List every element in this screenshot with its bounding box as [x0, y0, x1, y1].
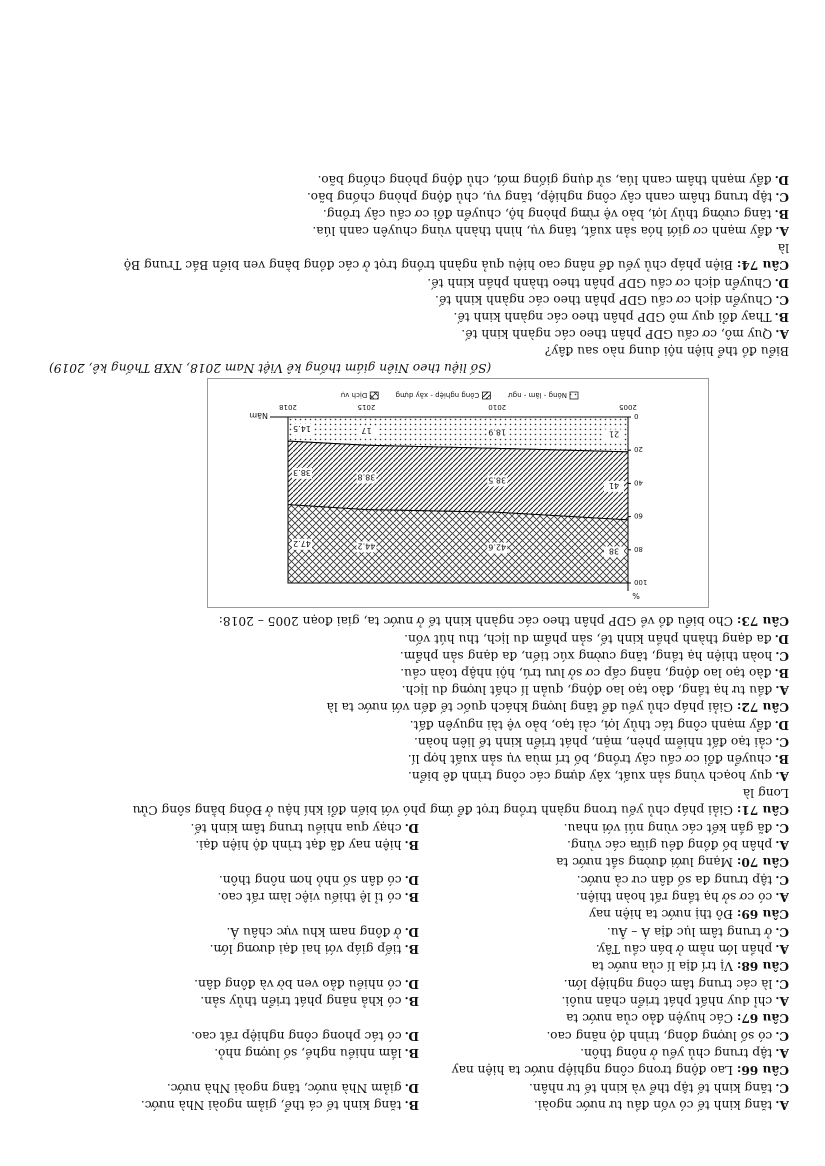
option-text: chỉ duy nhất phát triển chăn nuôi.: [561, 994, 773, 1008]
question-number: Câu 71:: [736, 803, 789, 817]
x-tick-label: 2018: [279, 403, 297, 411]
answer-option[interactable]: [29, 1027, 419, 1044]
option-text: có tác phong công nghiệp rất cao.: [191, 1029, 402, 1043]
option-text: đã gắn kết các vùng núi với nhau.: [563, 821, 773, 835]
option-letter: A.: [775, 994, 789, 1008]
answer-option[interactable]: [29, 819, 419, 836]
option-text: hoàn thiện hạ tầng, tăng cường xúc tiến, đa dạng sản phẩm.: [399, 649, 773, 663]
question: [29, 1027, 789, 1078]
question-stem: [29, 1061, 789, 1078]
option-letter: C.: [775, 735, 789, 749]
question-stem: [29, 853, 789, 870]
option-text: ở đông nam khu vực châu Á.: [226, 925, 402, 939]
answer-options: [29, 630, 789, 698]
option-letter: A.: [775, 1046, 789, 1060]
question-text: Cho biểu đồ về GDP phân theo các ngành kinh tế ở nước ta, giai đoạn 2005 – 2018:: [218, 614, 733, 628]
option-text: Quy mô, cơ cấu GDP phân theo các ngành kinh tế.: [461, 327, 773, 341]
answer-option[interactable]: [29, 733, 789, 750]
option-text: ở trung tâm lục địa Á – Âu.: [606, 925, 773, 939]
option-text: Chuyển dịch cơ cấu GDP phân theo các ngành kinh tế.: [435, 293, 773, 307]
answer-option[interactable]: [419, 1027, 789, 1044]
option-text: tăng kinh tế cá thể, giảm ngoài Nhà nước.: [140, 1098, 402, 1112]
question: [29, 819, 789, 870]
option-text: cải tạo đất nhiễm phèn, mặn, phát triển kinh tế liên hoàn.: [414, 735, 773, 749]
answer-option[interactable]: [29, 630, 789, 647]
option-text: lắm nhiều nghề, số lượng nhỏ.: [214, 1046, 402, 1060]
chart-svg: [208, 379, 708, 607]
option-letter: C.: [775, 977, 789, 991]
question-stem: [29, 957, 789, 974]
chart-question: Biểu đồ thể hiện nội dung nào sau đây?: [544, 344, 789, 358]
option-text: Chuyển dịch cơ cấu GDP phân theo thành phần kinh tế.: [427, 276, 772, 290]
option-letter: A.: [775, 1098, 789, 1112]
option-letter: A.: [775, 769, 789, 783]
question-number: Câu 67:: [736, 1011, 789, 1025]
option-text: đẩy mạnh công tác thủy lợi, cải tạo, bảo vệ tài nguyên đất.: [409, 718, 772, 732]
option-letter: D.: [774, 173, 789, 187]
answer-option[interactable]: [29, 992, 419, 1009]
option-letter: B.: [774, 752, 789, 766]
data-label: 38.8: [357, 472, 376, 482]
y-tick-label: 100: [634, 578, 648, 586]
option-letter: C.: [775, 873, 789, 887]
legend-swatch: [370, 392, 378, 399]
question-stem: [29, 905, 789, 922]
option-text: tăng kinh tế tập thể và kinh tế tư nhân.: [529, 1081, 773, 1095]
option-text: có số lượng đông, trình độ năng cao.: [546, 1029, 773, 1043]
option-text: phân bố đồng đều giữa các vùng.: [566, 838, 773, 852]
question-number: Câu 68:: [736, 959, 789, 973]
answer-options: [29, 1079, 789, 1113]
option-text: hiện nay đã đạt trình độ hiện đại.: [195, 838, 402, 852]
question-text-continued: Long là: [742, 786, 789, 800]
option-letter: B.: [774, 207, 789, 221]
option-letter: C.: [775, 649, 789, 663]
answer-option[interactable]: [29, 750, 789, 767]
answer-options: [29, 975, 789, 1009]
answer-option[interactable]: [29, 836, 419, 853]
question-text: Mạng lưới đường sắt nước ta: [556, 855, 733, 869]
question-number: Câu 72:: [736, 700, 789, 714]
answer-option[interactable]: [29, 1079, 419, 1096]
option-text: đa dạng thành phần kinh tế, sản phẩm du lịch, thu hút vốn.: [404, 632, 772, 646]
question-stem: [29, 698, 789, 715]
question-number: Câu 73:: [736, 614, 789, 628]
y-axis-label: %: [632, 591, 640, 600]
question-text: Biện pháp chủ yếu để nâng cao hiệu quả ngành trồng trọt ở các đồng bằng ven biển Bắc Trung Bộ: [123, 258, 733, 272]
option-text: đẩy mạnh thâm canh lúa, sử dụng giống mới, chủ động phòng chống bão.: [317, 173, 772, 187]
y-tick-label: 40: [634, 478, 643, 487]
gdp-structure-chart: [207, 378, 709, 608]
question-stem: [29, 801, 789, 818]
answer-option[interactable]: [29, 940, 419, 957]
answer-option[interactable]: [419, 992, 789, 1009]
option-letter: D.: [774, 718, 789, 732]
answer-options: [29, 171, 789, 239]
option-text: đầu tư hạ tầng, đào tạo lao động, quản lí chất lượng du lịch.: [401, 683, 773, 697]
option-letter: C.: [775, 1081, 789, 1095]
data-label: 14.5: [293, 424, 311, 434]
answer-option[interactable]: [419, 1044, 789, 1061]
question-number: Câu 66:: [736, 1063, 789, 1077]
data-label: 47.2: [293, 538, 311, 548]
question: [29, 171, 789, 273]
question-list: [29, 171, 789, 1114]
option-text: có nhiều đảo ven bờ và đông dân.: [194, 977, 402, 991]
question: [29, 871, 789, 922]
question-number: Câu 70:: [736, 855, 789, 869]
option-letter: B.: [404, 1046, 419, 1060]
option-text: giảm Nhà nước, tăng ngoài Nhà nước.: [166, 1081, 402, 1095]
legend-swatch: [482, 392, 490, 399]
option-letter: C.: [775, 293, 789, 307]
answer-option[interactable]: [419, 819, 789, 836]
question: [29, 923, 789, 974]
question: [29, 716, 789, 818]
option-letter: B.: [774, 310, 789, 324]
question: [29, 630, 789, 715]
question-text: Đô thị nước ta hiện nay: [588, 907, 733, 921]
answer-option[interactable]: [29, 888, 419, 905]
option-letter: D.: [404, 873, 419, 887]
option-letter: B.: [404, 994, 419, 1008]
question-number: Câu 69:: [736, 907, 789, 921]
option-letter: B.: [404, 838, 419, 852]
question-text: Vị trí địa lí của nước ta: [591, 959, 733, 973]
option-text: tăng kinh tế có vốn đầu tư nước ngoài.: [534, 1098, 773, 1112]
answer-option[interactable]: [29, 188, 789, 205]
answer-option[interactable]: [29, 171, 789, 188]
data-label: 41: [608, 480, 620, 490]
option-letter: A.: [775, 942, 789, 956]
option-letter: B.: [774, 666, 789, 680]
answer-option[interactable]: [29, 647, 789, 664]
option-letter: C.: [775, 190, 789, 204]
answer-option[interactable]: [29, 975, 419, 992]
answer-options: [29, 274, 789, 342]
legend-entry: Công nghiệp - xây dựng: [395, 391, 480, 399]
option-text: tập trung chủ yếu ở nông thôn.: [580, 1046, 773, 1060]
answer-option[interactable]: [419, 940, 789, 957]
x-tick-label: 2015: [357, 403, 376, 411]
data-label: 44.2: [357, 541, 376, 551]
answer-option[interactable]: [29, 681, 789, 698]
option-letter: A.: [775, 327, 789, 341]
answer-option[interactable]: [29, 923, 419, 940]
answer-option[interactable]: [419, 975, 789, 992]
answer-option[interactable]: [419, 1096, 789, 1113]
data-label: 38.5: [488, 475, 507, 485]
answer-option[interactable]: [29, 871, 419, 888]
legend-entry: Nông - lâm - ngư: [508, 391, 567, 399]
answer-option[interactable]: [29, 1096, 419, 1113]
option-letter: A.: [775, 890, 789, 904]
x-tick-label: 2010: [488, 403, 507, 411]
option-letter: D.: [404, 977, 419, 991]
answer-options: [29, 923, 789, 957]
answer-option[interactable]: [419, 923, 789, 940]
option-letter: D.: [404, 821, 419, 835]
y-tick-label: 60: [634, 511, 643, 520]
x-axis-label: Năm: [249, 411, 268, 420]
option-text: Thay đổi quy mô GDP phân theo các ngành kinh tế.: [453, 310, 772, 324]
question-stem: [29, 1009, 789, 1026]
option-text: tập trung thâm canh cây công nghiệp, tăng vụ, chủ động phòng chống bão.: [307, 190, 773, 204]
option-text: có cơ sở hạ tầng rất hoàn thiện.: [576, 890, 773, 904]
x-tick-label: 2005: [619, 403, 637, 411]
answer-option[interactable]: [419, 836, 789, 853]
legend-entry: Dịch vụ: [340, 391, 368, 399]
option-letter: D.: [774, 632, 789, 646]
option-letter: B.: [404, 890, 419, 904]
data-label: 18.9: [488, 427, 507, 437]
y-tick-label: 0: [634, 412, 639, 420]
data-label: 38: [608, 546, 620, 556]
answer-option[interactable]: [29, 325, 789, 342]
answer-option[interactable]: [29, 664, 789, 681]
question-stem: [29, 256, 789, 273]
data-label: 17: [361, 426, 372, 436]
answer-option[interactable]: [29, 222, 789, 239]
question: [29, 274, 789, 629]
answer-option[interactable]: [29, 274, 789, 291]
option-text: phần lớn nằm ở bán cầu Tây.: [595, 942, 773, 956]
data-label: 38.3: [293, 467, 311, 477]
question-number: Câu 74:: [736, 258, 789, 272]
option-text: chuyển đổi cơ cấu cây trồng, bố trí mùa vụ sản xuất hợp lí.: [407, 752, 772, 766]
question: [29, 975, 789, 1026]
option-text: là các trung tâm công nghiệp lớn.: [563, 977, 773, 991]
question-text-continued: là: [777, 241, 789, 255]
option-text: đẩy mạnh cơ giới hóa sản xuất, tăng vụ, hình thành vùng chuyên canh lúa.: [312, 224, 773, 238]
option-letter: D.: [404, 1029, 419, 1043]
option-letter: B.: [404, 942, 419, 956]
chart-source: (Số liệu theo Niên giám thống kê Việt Nam 2018, NXB Thống kê, 2019): [49, 361, 492, 375]
answer-options: [29, 1027, 789, 1061]
data-label: 42.6: [488, 542, 507, 552]
option-letter: D.: [404, 925, 419, 939]
option-letter: A.: [775, 838, 789, 852]
question-text: Các huyện đảo của nước ta: [566, 1011, 733, 1025]
answer-option[interactable]: [29, 1044, 419, 1061]
data-label: 21: [608, 429, 620, 439]
question-text: Giải pháp chủ yếu trong ngành trồng trọt để ứng phó với biến đổi khí hậu ở Đồng bằng sông Cửu: [132, 803, 733, 817]
option-letter: D.: [404, 1081, 419, 1095]
answer-option[interactable]: [419, 1079, 789, 1096]
answer-option[interactable]: [29, 716, 789, 733]
option-letter: B.: [404, 1098, 419, 1112]
answer-options: [29, 716, 789, 784]
answer-option[interactable]: [29, 308, 789, 325]
answer-options: [29, 819, 789, 853]
option-text: chạy qua nhiều trung tâm kinh tế.: [190, 821, 402, 835]
option-letter: A.: [775, 224, 789, 238]
question-text: Giải pháp chủ yếu để tăng lượng khách quốc tế đến với nước ta là: [326, 700, 733, 714]
option-text: đào tạo lao động, nâng cấp cơ sở lưu trú, hội nhập toàn cầu.: [400, 666, 772, 680]
option-text: có khả năng phát triển thủy sản.: [200, 994, 402, 1008]
option-text: có tỉ lệ thiếu việc làm rất cao.: [217, 890, 402, 904]
answer-option[interactable]: [29, 291, 789, 308]
option-text: quy hoạch vùng sản xuất, xây dựng các công trình đê biển.: [407, 769, 773, 783]
legend-swatch: [570, 392, 578, 399]
question-text: Lao động trong công nghiệp nước ta hiện nay: [451, 1063, 733, 1077]
option-text: tiếp giáp với hai đại dương lớn.: [209, 942, 402, 956]
answer-option[interactable]: [419, 871, 789, 888]
option-text: tập trung đa số dân cư cả nước.: [576, 873, 773, 887]
y-tick-label: 20: [634, 445, 643, 454]
answer-options: [29, 871, 789, 905]
option-letter: C.: [775, 821, 789, 835]
option-letter: A.: [775, 683, 789, 697]
option-letter: D.: [774, 276, 789, 290]
question-stem: [29, 612, 789, 629]
y-tick-label: 80: [634, 544, 643, 553]
option-letter: C.: [775, 1029, 789, 1043]
option-text: có dân số nhỏ hơn nông thôn.: [218, 873, 402, 887]
answer-option[interactable]: [419, 888, 789, 905]
answer-option[interactable]: [29, 205, 789, 222]
question: [29, 1079, 789, 1113]
option-letter: C.: [775, 925, 789, 939]
option-text: tăng cường thủy lợi, bảo vệ rừng phòng hộ, chuyển đổi cơ cấu cây trồng.: [322, 207, 772, 221]
answer-option[interactable]: [29, 767, 789, 784]
